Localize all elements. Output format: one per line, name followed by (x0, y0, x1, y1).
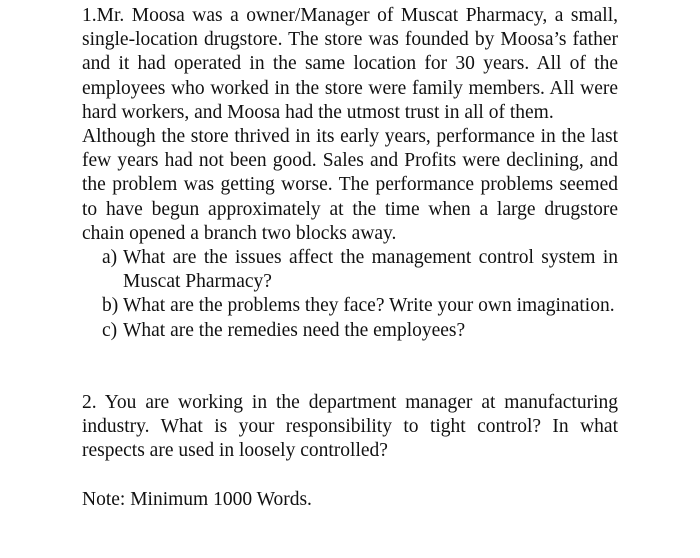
question-1-context: Although the store thrived in its early years, performance in the last few years had not been good. Sales and Profits were declining, and the problem was getting worse. The performance problems seemed to have begun approximately at the time when a large drugstore chain opened a branch two blocks away. (82, 126, 618, 244)
spacer (82, 463, 618, 488)
question-1-subquestions (82, 246, 618, 343)
subquestion-marker: a) (102, 247, 118, 269)
subquestion-c (82, 319, 618, 343)
subquestion-b (82, 294, 618, 318)
subquestion-a (82, 246, 618, 294)
question-1 (82, 4, 618, 343)
question-2 (82, 391, 618, 464)
spacer (82, 343, 618, 391)
subquestion-text: What are the remedies need the employees? (123, 319, 466, 341)
subquestion-text: What are the problems they face? Write your own imagination. (123, 295, 615, 317)
question-2-text: 2. You are working in the department manager at manufacturing industry. What is your responsibility to tight control? In what respects are used in loosely controlled? (82, 391, 618, 462)
note-text: Note: Minimum 1000 Words. (82, 489, 312, 511)
subquestion-marker: c) (102, 319, 118, 341)
subquestion-marker: b) (102, 295, 119, 317)
document-page (82, 4, 618, 513)
subquestion-text: What are the issues affect the management control system in Muscat Pharmacy? (123, 247, 618, 293)
question-1-intro: 1.Mr. Moosa was a owner/Manager of Muscat Pharmacy, a small, single-location drugstore. The store was founded by Moosa’s father and it had operated in the same location for 30 years. All of the employees who worked in the store were family members. All were hard workers, and Moosa had the utmost trust in all of them. (82, 5, 618, 123)
